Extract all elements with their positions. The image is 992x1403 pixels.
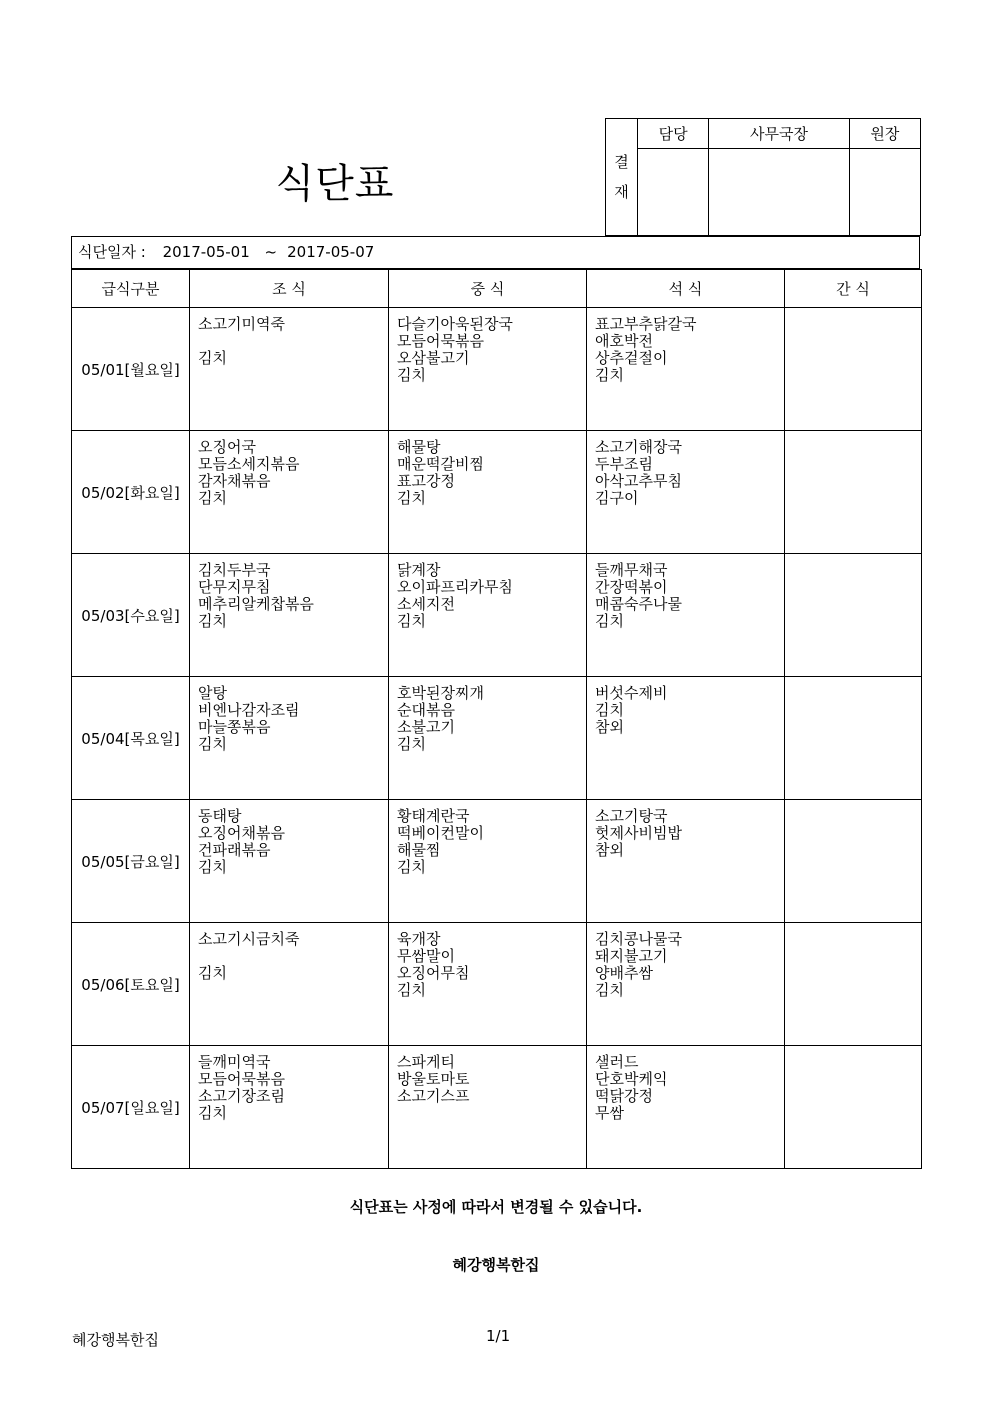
menu-item: 양배추쌈 [595, 964, 653, 982]
menu-item: 오삼불고기 [397, 349, 470, 367]
meal-cell-lunch [389, 1046, 587, 1169]
menu-item [198, 948, 388, 965]
menu-item: 김치 [397, 612, 426, 630]
menu-item: 김치 [397, 858, 426, 876]
header-dinner: 석 식 [587, 270, 785, 308]
menu-item: 마늘쫑볶음 [198, 718, 271, 736]
menu-item: 모듬소세지볶음 [198, 455, 300, 473]
menu-item: 해물찜 [397, 841, 441, 859]
page-number: 1/1 [486, 1327, 511, 1345]
menu-item: 김치 [397, 981, 426, 999]
meal-cell-breakfast [190, 923, 389, 1046]
menu-item: 비엔나감자조림 [198, 701, 300, 719]
meal-cell-lunch [389, 554, 587, 677]
meal-cell-breakfast [190, 677, 389, 800]
approval-label-top: 결 [614, 153, 629, 171]
menu-item: 헛제사비빔밥 [595, 824, 682, 842]
menu-item: 스파게티 [397, 1053, 455, 1071]
meal-cell-breakfast [190, 308, 389, 431]
menu-item: 소고기스프 [397, 1087, 470, 1105]
menu-item: 떡베이컨말이 [397, 824, 484, 842]
organization-name: 혜강행복한집 [452, 1256, 540, 1274]
meal-cell-dinner [587, 800, 785, 923]
menu-item: 참외 [595, 718, 624, 736]
header-breakfast: 조 식 [190, 270, 389, 308]
menu-item: 무쌈말이 [397, 947, 455, 965]
day-date: 05/07[일요일] [72, 1046, 190, 1169]
menu-item: 순대볶음 [397, 701, 455, 719]
meal-cell-dinner [587, 923, 785, 1046]
menu-item: 표고부추닭갈국 [595, 315, 697, 333]
date-label: 식단일자 : [78, 243, 146, 261]
meal-cell-dinner [587, 1046, 785, 1169]
menu-item: 육개장 [397, 930, 441, 948]
menu-item: 건파래볶음 [198, 841, 271, 859]
approval-label [606, 119, 638, 236]
menu-item: 소고기탕국 [595, 807, 668, 825]
date-end: 2017-05-07 [287, 243, 375, 261]
menu-item: 단호박케익 [595, 1070, 668, 1088]
approval-sign-staff [638, 149, 709, 236]
meal-cell-lunch [389, 677, 587, 800]
page-title: 식단표 [275, 161, 395, 207]
meal-cell-dinner [587, 554, 785, 677]
menu-item: 돼지불고기 [595, 947, 668, 965]
table-row [72, 308, 922, 431]
menu-item: 다슬기아욱된장국 [397, 315, 513, 333]
menu-item: 버섯수제비 [595, 684, 668, 702]
meal-cell-snack [785, 800, 922, 923]
meal-cell-snack [785, 308, 922, 431]
menu-item: 아삭고추무침 [595, 472, 682, 490]
header-snack: 간 식 [785, 270, 922, 308]
menu-item [198, 333, 388, 350]
menu-item: 방울토마토 [397, 1070, 470, 1088]
menu-item: 상추겉절이 [595, 349, 668, 367]
menu-item: 간장떡볶이 [595, 578, 668, 596]
menu-item: 모듬어묵볶음 [198, 1070, 285, 1088]
menu-item: 김치두부국 [198, 561, 271, 579]
menu-item: 김치 [397, 489, 426, 507]
menu-item: 호박된장찌개 [397, 684, 484, 702]
table-row [72, 554, 922, 677]
menu-item: 김치 [198, 858, 227, 876]
meal-cell-dinner [587, 308, 785, 431]
menu-item: 소세지전 [397, 595, 455, 613]
meal-cell-breakfast [190, 431, 389, 554]
menu-item: 해물탕 [397, 438, 441, 456]
header-lunch: 중 식 [389, 270, 587, 308]
table-row [72, 800, 922, 923]
footer-organization: 혜강행복한집 [72, 1331, 159, 1349]
menu-item: 두부조림 [595, 455, 653, 473]
approval-label-bottom: 재 [614, 183, 629, 201]
meal-cell-snack [785, 431, 922, 554]
menu-item: 들깨미역국 [198, 1053, 271, 1071]
menu-table [71, 269, 922, 1169]
approval-sign-head [849, 149, 920, 236]
date-separator: ~ [264, 243, 278, 261]
meal-cell-lunch [389, 923, 587, 1046]
menu-item: 단무지무침 [198, 578, 271, 596]
approval-box [605, 118, 921, 236]
table-row [72, 677, 922, 800]
meal-cell-snack [785, 677, 922, 800]
menu-item: 감자채볶음 [198, 472, 271, 490]
header-category: 급식구분 [72, 270, 190, 308]
menu-item: 김구이 [595, 489, 639, 507]
menu-item: 김치 [198, 612, 227, 630]
menu-item: 참외 [595, 841, 624, 859]
day-date: 05/01[월요일] [72, 308, 190, 431]
menu-item: 모듬어묵볶음 [397, 332, 484, 350]
menu-item: 김치 [397, 366, 426, 384]
day-date: 05/02[화요일] [72, 431, 190, 554]
menu-item: 샐러드 [595, 1053, 639, 1071]
menu-item: 매운떡갈비찜 [397, 455, 484, 473]
menu-date-range [71, 236, 920, 269]
menu-item: 김치 [595, 701, 624, 719]
menu-item: 떡닭강정 [595, 1087, 653, 1105]
meal-cell-dinner [587, 677, 785, 800]
menu-item: 알탕 [198, 684, 227, 702]
meal-cell-dinner [587, 431, 785, 554]
meal-cell-snack [785, 554, 922, 677]
menu-item: 김치 [198, 349, 227, 367]
menu-item: 들깨무채국 [595, 561, 668, 579]
menu-item: 무쌈 [595, 1104, 624, 1122]
approval-role-staff: 담당 [638, 119, 709, 149]
menu-item: 김치콩나물국 [595, 930, 682, 948]
change-notice: 식단표는 사정에 따라서 변경될 수 있습니다. [349, 1198, 643, 1216]
meal-cell-snack [785, 923, 922, 1046]
day-date: 05/03[수요일] [72, 554, 190, 677]
menu-item: 닭계장 [397, 561, 441, 579]
menu-item: 매콤숙주나물 [595, 595, 682, 613]
meal-cell-breakfast [190, 800, 389, 923]
meal-cell-lunch [389, 800, 587, 923]
menu-item: 김치 [595, 366, 624, 384]
menu-item: 소불고기 [397, 718, 455, 736]
menu-item: 김치 [198, 1104, 227, 1122]
menu-item: 애호박전 [595, 332, 653, 350]
menu-item: 김치 [595, 981, 624, 999]
meal-cell-breakfast [190, 554, 389, 677]
menu-item: 소고기해장국 [595, 438, 682, 456]
day-date: 05/05[금요일] [72, 800, 190, 923]
menu-item: 김치 [198, 489, 227, 507]
menu-item: 소고기미역죽 [198, 315, 285, 333]
menu-header-row [72, 270, 922, 308]
approval-role-head: 원장 [849, 119, 920, 149]
menu-item: 오이파프리카무침 [397, 578, 513, 596]
date-start: 2017-05-01 [162, 243, 250, 261]
menu-item: 황태계란국 [397, 807, 470, 825]
table-row [72, 1046, 922, 1169]
table-row [72, 431, 922, 554]
meal-cell-snack [785, 1046, 922, 1169]
menu-item: 소고기장조림 [198, 1087, 285, 1105]
approval-sign-director [709, 149, 849, 236]
menu-item: 김치 [198, 735, 227, 753]
approval-role-director: 사무국장 [709, 119, 849, 149]
menu-item: 오징어무침 [397, 964, 470, 982]
table-row [72, 923, 922, 1046]
menu-item: 오징어국 [198, 438, 256, 456]
menu-item: 오징어채볶음 [198, 824, 285, 842]
menu-item: 김치 [397, 735, 426, 753]
menu-item: 소고기시금치죽 [198, 930, 300, 948]
day-date: 05/06[토요일] [72, 923, 190, 1046]
day-date: 05/04[목요일] [72, 677, 190, 800]
menu-item: 김치 [595, 612, 624, 630]
menu-item: 표고강정 [397, 472, 455, 490]
meal-cell-lunch [389, 431, 587, 554]
menu-item: 김치 [198, 964, 227, 982]
meal-cell-lunch [389, 308, 587, 431]
menu-item: 동태탕 [198, 807, 242, 825]
meal-cell-breakfast [190, 1046, 389, 1169]
menu-item: 메추리알케찹볶음 [198, 595, 314, 613]
